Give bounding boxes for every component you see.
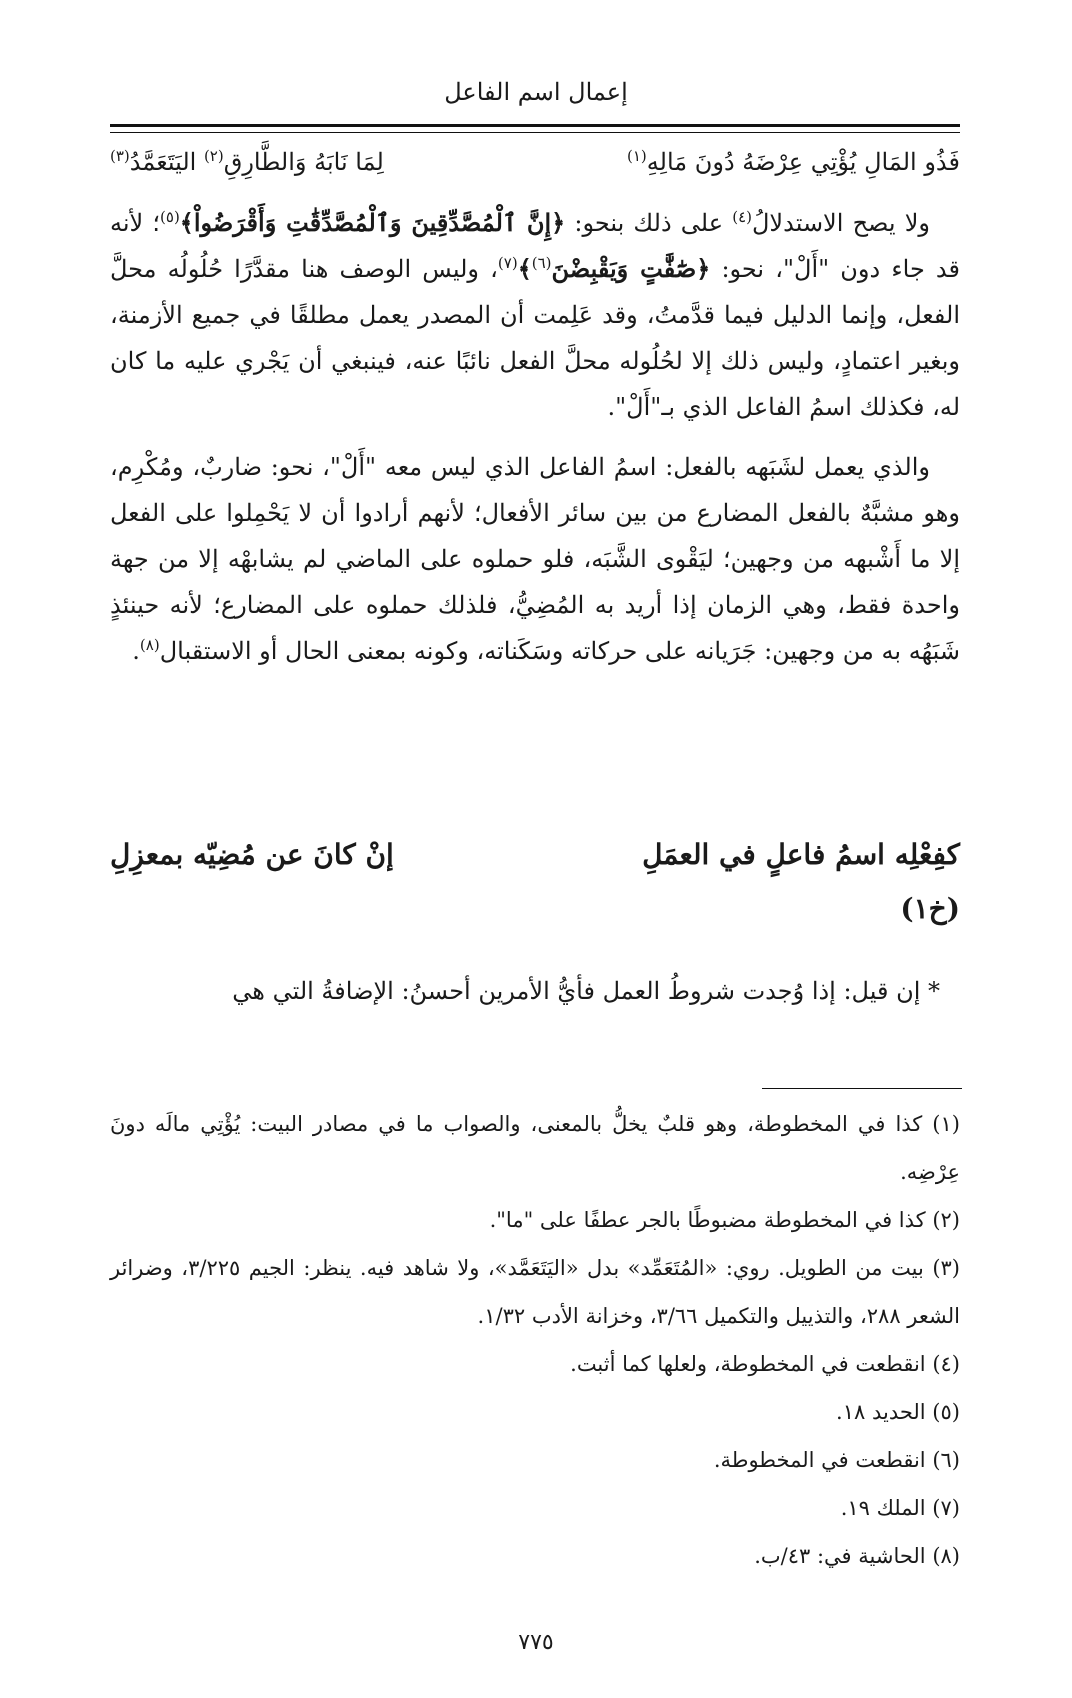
- footnote-ref-7[interactable]: (٧): [497, 254, 518, 272]
- footnotes: [110, 1100, 960, 1580]
- verse-line: [110, 148, 960, 192]
- running-head: إعمال اسم الفاعل: [444, 78, 628, 106]
- footnote-5: (٥) الحديد ١٨.: [836, 1400, 960, 1424]
- footnote-ref-8[interactable]: (٨): [139, 636, 160, 654]
- poem-hemistich-left: إنْ كانَ عن مُضِيّه بمعزِلِ: [110, 838, 394, 871]
- main-text: [110, 200, 960, 674]
- footnote-ref-6[interactable]: (٦): [531, 254, 552, 272]
- quran-quote-2: ﴿صَٰٓفَّٰتٍ وَيَقْبِضْنَ: [551, 254, 711, 283]
- poem-verse: [110, 838, 960, 938]
- page-number: ٧٧٥: [518, 1630, 554, 1655]
- footnote-ref-1[interactable]: (١): [626, 147, 647, 165]
- footnote-ref-5[interactable]: (٥): [160, 208, 180, 226]
- footnote-4: (٤) انقطعت في المخطوطة، ولعلها كما أثبت.: [570, 1352, 960, 1376]
- paragraph-2: والذي يعمل لشَبَهه بالفعل: اسمُ الفاعل الذي ليس معه "أَلْ"، نحو: ضاربٌ، ومُكْرِم، وهو مشبَّهٌ بالفعل المضارع من بين سائر الأفعال؛ لأنهم أرادوا أن لا يَحْمِلوا على الفعل إلا ما أَشْبهه من وجهين؛ ليَقْوى الشَّبَه، فلو حملوه على الماضي لم يشابهْه إلا من جهة واحدة فقط، وهي الزمان إذا أريد به المُضِيُّ، فلذلك حملوه على المضارع؛ لأنه حينئذٍ شَبَهُه به من وجهين: جَرَيانه على حركاته وسَكَناته، وكونه بمعنى الحال أو الاستقبال$^{(٨)}$.: [110, 453, 961, 665]
- footnote-2: (٢) كذا في المخطوطة مضبوطًا بالجر عطفًا على "ما".: [489, 1208, 960, 1232]
- quran-quote-1: ﴿إِنَّ ٱلْمُصَّدِّقِينَ وَٱلْمُصَّدِّقَٰتِ وَأَقْرَضُواْ﴾: [179, 208, 566, 237]
- verse-hemistich-right: فَذُو المَالِ يُؤْتِي عِرْضَهُ دُونَ مَالِهِ$^{(١)}$: [626, 147, 960, 176]
- footnote-3: (٣) بيت من الطويل. روي: «المُتَعَمِّد» بدل «اليَتَعَمَّد»، ولا شاهد فيه. ينظر: الجيم ٣/٢٢٥، وضرائر الشعر ٢٨٨، والتذييل والتكميل ٣/٦٦، وخزانة الأدب ١/٣٢.: [110, 1256, 960, 1328]
- header-rule-thick: [110, 124, 960, 127]
- footnote-1: (١) كذا في المخطوطة، وهو قلبٌ يخلُّ بالمعنى، والصواب ما في مصادر البيت: يُؤْتِي مالَه دونَ عِرْضِه.: [110, 1112, 960, 1184]
- footnote-ref-4[interactable]: (٤): [732, 208, 752, 226]
- footnote-7: (٧) الملك ١٩.: [840, 1496, 960, 1520]
- footnote-6: (٦) انقطعت في المخطوطة.: [713, 1448, 960, 1472]
- header-rule-thin: [110, 132, 960, 133]
- poem-tag: (خ١): [900, 892, 960, 925]
- footnote-ref-2[interactable]: (٢): [203, 147, 224, 165]
- footnote-ref-3[interactable]: (٣): [110, 147, 130, 165]
- verse-hemistich-left: لِمَا نَابَهُ وَالطَّارِقِ$^{(٢)}$ اليَتَعَمَّدُ$^{(٣)}$: [110, 147, 384, 176]
- footnote-separator: [762, 1088, 962, 1089]
- question-paragraph: * إن قيل: إذا وُجدت شروطُ العمل فأيُّ الأمرين أحسنُ: الإضافةُ التي هي: [232, 977, 940, 1005]
- footnote-8: (٨) الحاشية في: ٤٣/ب.: [754, 1544, 960, 1568]
- poem-hemistich-right: كفِعْلِه اسمُ فاعلٍ في العمَلِ: [642, 838, 960, 871]
- paragraph-1: ولا يصح الاستدلالُ$^{(٤)}$ على ذلك بنحو: ﴿إِنَّ ٱلْمُصَّدِّقِينَ وَٱلْمُصَّدِّقَٰتِ وَأَقْرَضُواْ﴾$^{(٥)}$؛ لأنه قد جاء دون "أَلْ"، نحو: ﴿صَٰٓفَّٰتٍ وَيَقْبِضْنَ$^{(٦)}$﴾$^{(٧)}$، وليس الوصف هنا مقدَّرًا حُلُولُه محلَّ الفعل، وإنما الدليل فيما قدَّمتُ، وقد عَلِمت أن المصدر يعمل مطلقًا في جميع الأزمنة، وبغير اعتمادٍ، وليس ذلك إلا لحُلُوله محلَّ الفعل نائبًا عنه، فينبغي أن يَجْري عليه ما كان له، فكذلك اسمُ الفاعل الذي بـ"أَلْ".: [110, 208, 961, 421]
